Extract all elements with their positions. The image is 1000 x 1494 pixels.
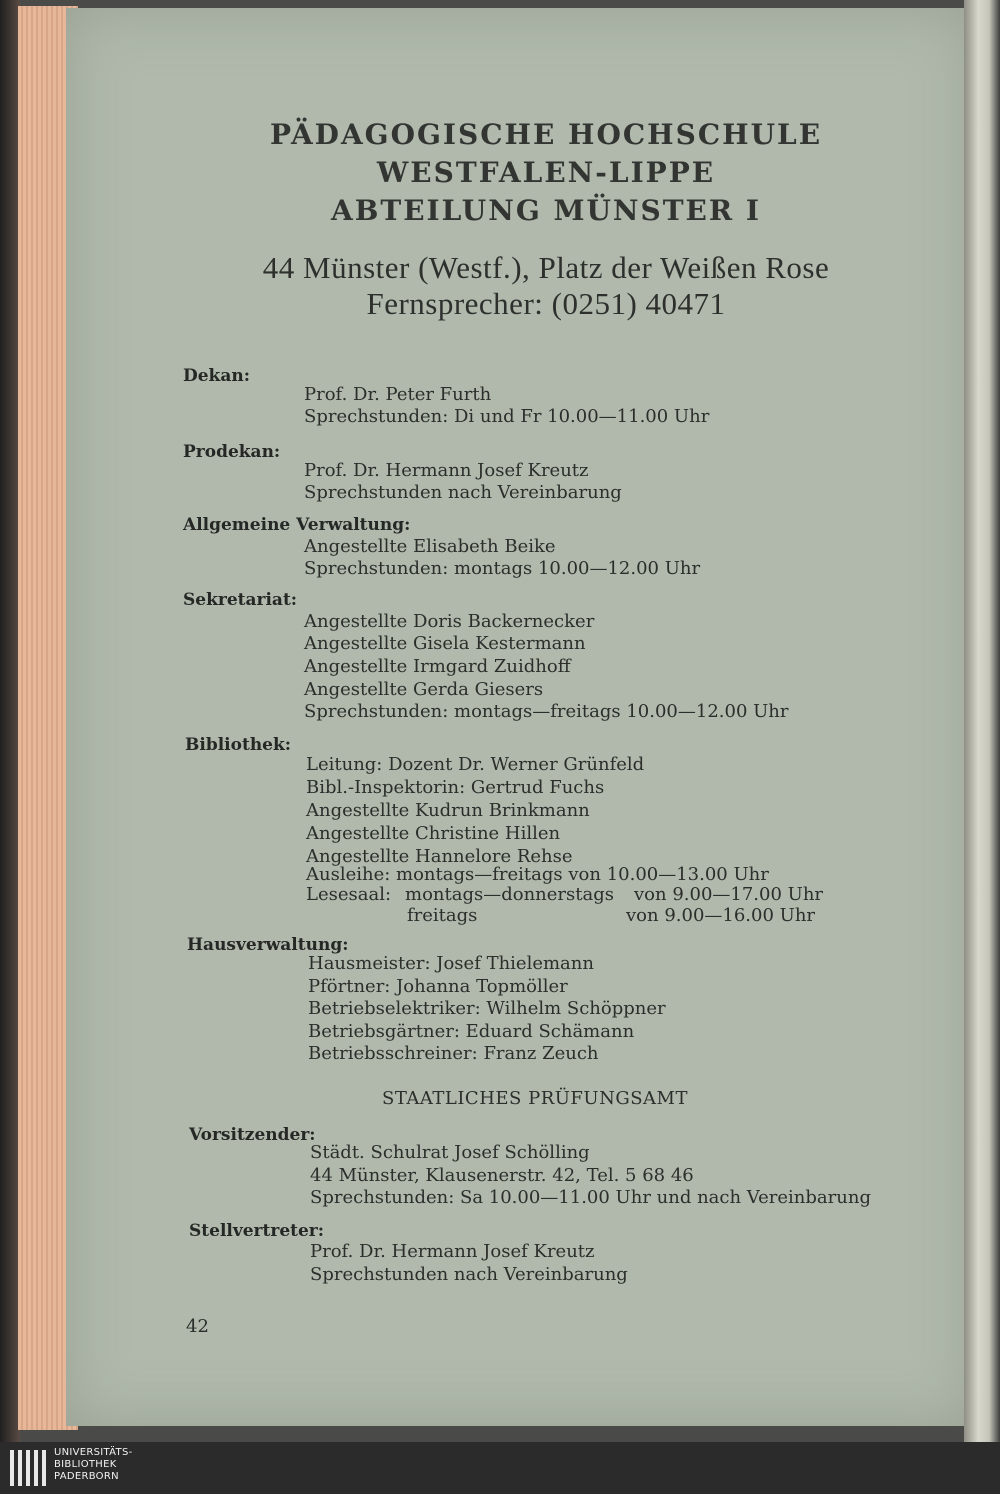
institution-title-line-1: PÄDAGOGISCHE HOCHSCHULE: [269, 118, 823, 151]
vorsitzender-line-1: Städt. Schulrat Josef Schölling: [310, 1142, 590, 1163]
vorsitzender-line-3: Sprechstunden: Sa 10.00—11.00 Uhr und nach Vereinbarung: [310, 1187, 871, 1208]
bibliothek-line-6: Ausleihe: montags—freitags von 10.00—13.00 Uhr: [306, 864, 769, 885]
bibliothek-line-2: Bibl.-Inspektorin: Gertrud Fuchs: [306, 777, 605, 798]
sekretariat-line-1: Angestellte Doris Backernecker: [304, 611, 595, 632]
label-vorsitzender: Vorsitzender:: [189, 1125, 316, 1145]
phone: Fernsprecher: (0251) 40471: [366, 286, 726, 321]
sekretariat-line-5: Sprechstunden: montags—freitags 10.00—12.00 Uhr: [304, 701, 789, 722]
vorsitzender-line-2: 44 Münster, Klausenerstr. 42, Tel. 5 68 46: [310, 1165, 694, 1186]
pruefungsamt-heading: STAATLICHES PRÜFUNGSAMT: [382, 1088, 688, 1109]
page-number: 42: [186, 1316, 209, 1337]
hausverwaltung-line-5: Betriebsschreiner: Franz Zeuch: [308, 1043, 599, 1064]
library-logo-icon: [8, 1446, 50, 1490]
hausverwaltung-line-2: Pförtner: Johanna Topmöller: [308, 976, 568, 997]
address: 44 Münster (Westf.), Platz der Weißen Rose: [262, 250, 830, 285]
footer-bar: [0, 1442, 1000, 1494]
bibliothek-line-5: Angestellte Hannelore Rehse: [306, 846, 573, 867]
dekan-line-1: Prof. Dr. Peter Furth: [304, 384, 492, 405]
dekan-line-2: Sprechstunden: Di und Fr 10.00—11.00 Uhr: [304, 406, 710, 427]
sekretariat-line-3: Angestellte Irmgard Zuidhoff: [304, 656, 571, 677]
bibliothek-line-1: Leitung: Dozent Dr. Werner Grünfeld: [306, 754, 645, 775]
lesesaal-time-1: von 9.00—17.00 Uhr: [634, 884, 824, 905]
institution-title-line-2: WESTFALEN-LIPPE: [376, 156, 716, 189]
sekretariat-line-2: Angestellte Gisela Kestermann: [304, 633, 586, 654]
label-bibliothek: Bibliothek:: [185, 735, 292, 755]
label-hausverwaltung: Hausverwaltung:: [187, 935, 349, 955]
sekretariat-line-4: Angestellte Gerda Giesers: [304, 679, 544, 700]
label-sekretariat: Sekretariat:: [183, 590, 298, 610]
bibliothek-line-4: Angestellte Christine Hillen: [306, 823, 561, 844]
label-stellvertreter: Stellvertreter:: [189, 1221, 325, 1241]
lesesaal-label: Lesesaal:: [306, 884, 392, 905]
hausverwaltung-line-4: Betriebsgärtner: Eduard Schämann: [308, 1021, 635, 1042]
stellvertreter-line-2: Sprechstunden nach Vereinbarung: [310, 1264, 628, 1285]
logo-text-line-3: PADERBORN: [54, 1471, 119, 1482]
prodekan-line-1: Prof. Dr. Hermann Josef Kreutz: [304, 460, 589, 481]
institution-title-line-3: ABTEILUNG MÜNSTER I: [330, 194, 761, 227]
label-prodekan: Prodekan:: [183, 442, 281, 462]
logo-text-line-1: UNIVERSITÄTS-: [54, 1447, 133, 1458]
lesesaal-days-1: montags—donnerstags: [405, 884, 614, 905]
label-dekan: Dekan:: [183, 366, 250, 386]
prodekan-line-2: Sprechstunden nach Vereinbarung: [304, 482, 622, 503]
stellvertreter-line-1: Prof. Dr. Hermann Josef Kreutz: [310, 1241, 595, 1262]
label-allgemeine-verwaltung: Allgemeine Verwaltung:: [183, 515, 411, 535]
lesesaal-time-2: von 9.00—16.00 Uhr: [626, 905, 816, 926]
lesesaal-days-2: freitags: [407, 905, 478, 926]
verwaltung-line-1: Angestellte Elisabeth Beike: [304, 536, 556, 557]
hausverwaltung-line-3: Betriebselektriker: Wilhelm Schöppner: [308, 998, 666, 1019]
bibliothek-line-3: Angestellte Kudrun Brinkmann: [306, 800, 590, 821]
verwaltung-line-2: Sprechstunden: montags 10.00—12.00 Uhr: [304, 558, 701, 579]
logo-text-line-2: BIBLIOTHEK: [54, 1459, 117, 1470]
hausverwaltung-line-1: Hausmeister: Josef Thielemann: [308, 953, 594, 974]
